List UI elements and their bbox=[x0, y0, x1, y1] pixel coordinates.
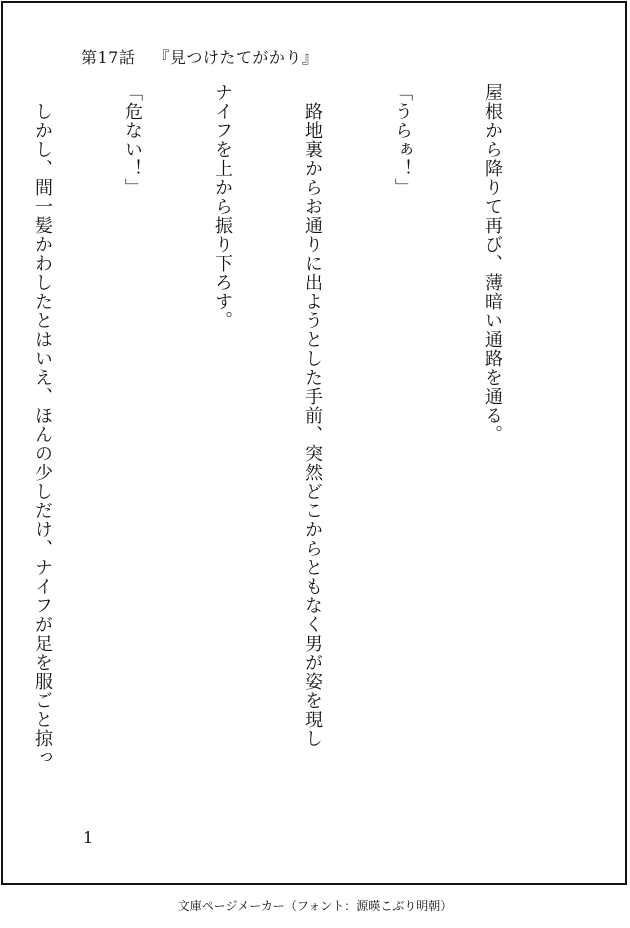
chapter-number: 第17話 bbox=[81, 48, 136, 67]
chapter-header bbox=[81, 49, 318, 67]
text-line: ナイフを上から振り下ろす。 bbox=[212, 83, 233, 330]
text-line: 「危ない！」 bbox=[122, 83, 143, 197]
page-number: 1 bbox=[83, 828, 94, 847]
page-frame bbox=[1, 1, 627, 885]
text-line: 路地裏からお通りに出ようとした手前、突然どこからともなく男が姿を現し bbox=[302, 83, 323, 748]
body-text bbox=[32, 83, 567, 783]
footer-credit: 文庫ページメーカー（フォント：源暎こぶり明朝） bbox=[177, 899, 453, 913]
text-line: 屋根から降りて再び、薄暗い通路を通る。 bbox=[482, 83, 503, 444]
chapter-title: 『見つけたてがかり』 bbox=[153, 48, 319, 67]
text-line: 「うらぁ！」 bbox=[392, 83, 413, 197]
text-line: しかし、間一髪かわしたとはいえ、ほんの少しだけ、ナイフが足を服ごと掠っ bbox=[32, 83, 53, 767]
